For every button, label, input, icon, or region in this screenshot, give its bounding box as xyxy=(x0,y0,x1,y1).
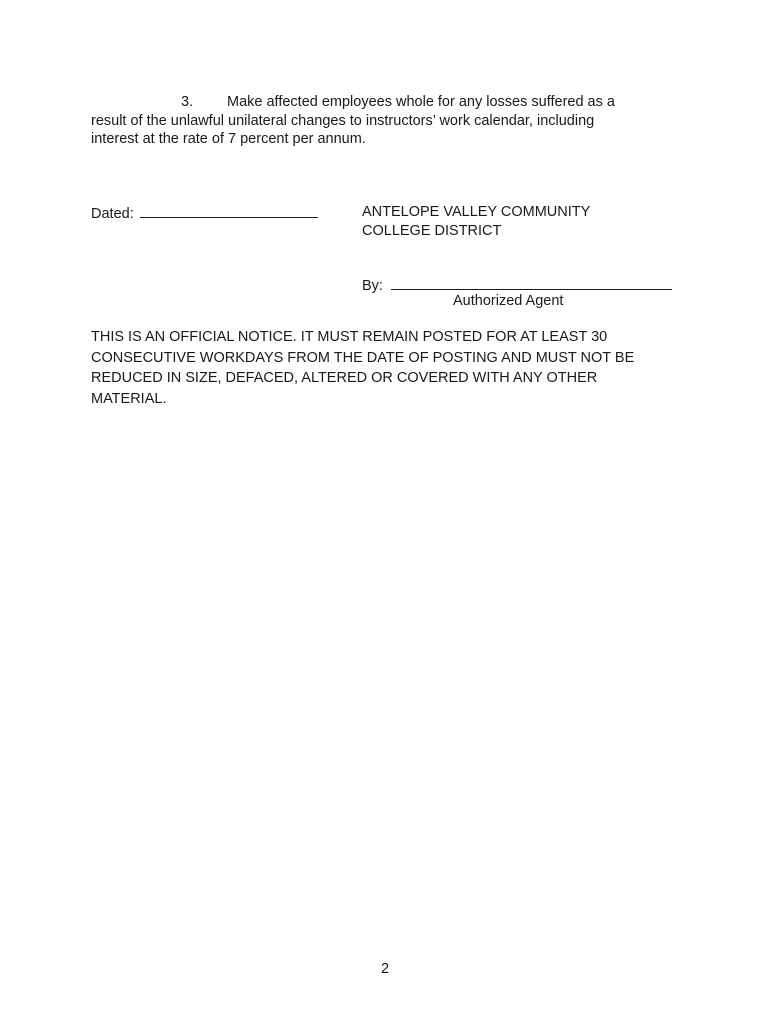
official-notice xyxy=(91,327,691,409)
notice-line-1: THIS IS AN OFFICIAL NOTICE. IT MUST REMAIN POSTED FOR AT LEAST 30 xyxy=(91,329,608,345)
district-name xyxy=(362,203,662,240)
district-name-line-1: ANTELOPE VALLEY COMMUNITY xyxy=(362,204,591,220)
dated-label: Dated: xyxy=(91,206,134,222)
item-text-line-3: interest at the rate of 7 percent per annum. xyxy=(91,131,366,147)
item-text-line-2: result of the unlawful unilateral changes to instructors’ work calendar, including xyxy=(91,112,595,129)
dated-blank-line xyxy=(140,203,318,218)
notice-line-3: REDUCED IN SIZE, DEFACED, ALTERED OR COVERED WITH ANY OTHER xyxy=(91,370,598,386)
remedy-item-3-line-1 xyxy=(91,93,651,112)
signature-blank-line xyxy=(391,275,672,290)
authorized-agent-caption: Authorized Agent xyxy=(453,293,564,309)
dated-field xyxy=(91,203,318,224)
page-number: 2 xyxy=(380,961,390,977)
district-name-line-2: COLLEGE DISTRICT xyxy=(362,222,502,239)
notice-line-2: CONSECUTIVE WORKDAYS FROM THE DATE OF POSTING AND MUST NOT BE xyxy=(91,349,635,366)
notice-line-4: MATERIAL. xyxy=(91,390,167,407)
item-number: 3. xyxy=(181,94,194,110)
item-text-line-1: Make affected employees whole for any losses suffered as a xyxy=(227,94,615,110)
by-label: By: xyxy=(362,278,383,294)
remedy-item-3 xyxy=(91,93,651,149)
